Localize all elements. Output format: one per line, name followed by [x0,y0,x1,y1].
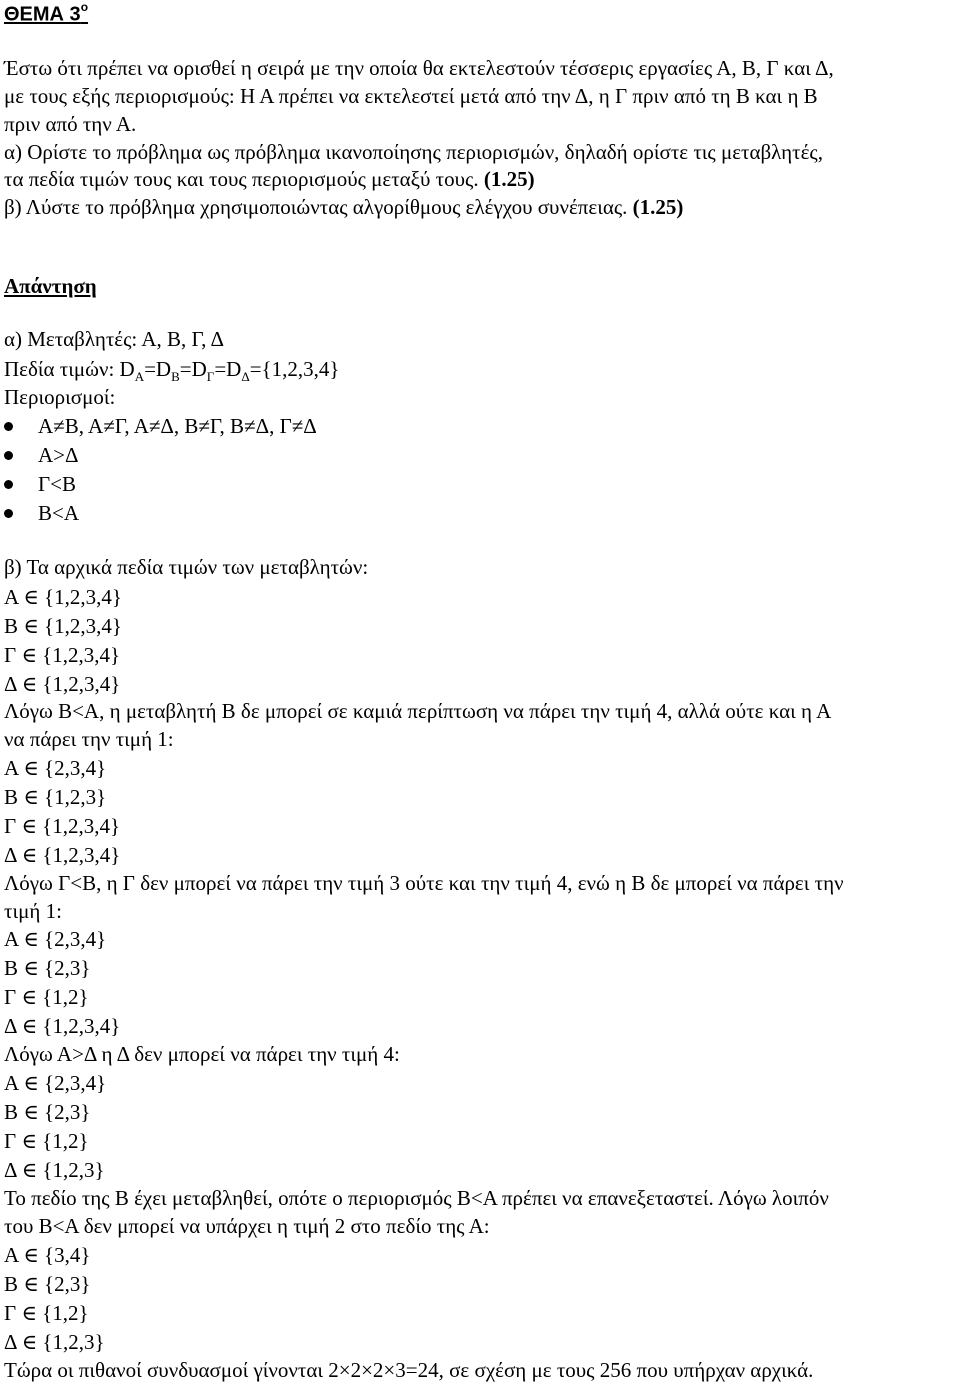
problem-line-2: με τους εξής περιορισμούς: Η Α πρέπει να εκτελεστεί μετά από την Δ, η Γ πριν από τη Β και η Β [4,84,818,108]
bullet-icon [4,422,13,431]
domain-b-step5: Β ∈ {2,3} [4,1272,91,1296]
domain-b-step4: Β ∈ {2,3} [4,1100,91,1124]
reason-1-line-2: να πάρει την τιμή 1: [4,727,174,751]
reason-2-line-2: τιμή 1: [4,899,62,923]
domain-a-step1: Α ∈ {1,2,3,4} [4,585,122,609]
constraints-label: Περιορισμοί: [4,385,116,409]
bullet-icon [4,451,13,460]
domain-a-step4: Α ∈ {2,3,4} [4,1071,107,1095]
domain-b-step2: Β ∈ {1,2,3} [4,785,107,809]
constraint-item: Α>Δ [38,443,79,467]
domain-a-step5: Α ∈ {3,4} [4,1243,91,1267]
question-a-line-2: τα πεδία τιμών τους και τους περιορισμούς μεταξύ τους. (1.25) [4,167,535,191]
points-b: (1.25) [632,195,684,219]
reason-4-line-2: του Β<Α δεν μπορεί να υπάρχει η τιμή 2 στο πεδίο της Α: [4,1214,490,1238]
section-heading: ΘΕΜΑ $3^o$ [4,0,89,26]
problem-line-1: Έστω ότι πρέπει να ορισθεί η σειρά με την οποία θα εκτελεστούν τέσσερις εργασίες Α, Β, Γ και Δ, [4,56,834,80]
constraint-item: Α≠Β, Α≠Γ, Α≠Δ, Β≠Γ, Β≠Δ, Γ≠Δ [38,414,317,438]
answer-title: Απάντηση [4,274,97,298]
reason-1-line-1: Λόγω Β<Α, η μεταβλητή Β δε μπορεί σε καμιά περίπτωση να πάρει την τιμή 4, αλλά ούτε και η Α [4,699,832,723]
domain-d-step2: Δ ∈ {1,2,3,4} [4,843,121,867]
domain-d-step3: Δ ∈ {1,2,3,4} [4,1014,121,1038]
problem-line-3: πριν από την Α. [4,112,137,136]
question-b-line: β) Λύστε το πρόβλημα χρησιμοποιώντας αλγορίθμους ελέγχου συνέπειας. (1.25) [4,195,684,219]
domain-g-step4: Γ ∈ {1,2} [4,1129,89,1153]
domain-b-step1: Β ∈ {1,2,3,4} [4,614,122,638]
bullet-icon [4,509,13,518]
constraint-item: Β<Α [38,501,80,525]
domain-d-step4: Δ ∈ {1,2,3} [4,1158,105,1182]
conclusion-line: Τώρα οι πιθανοί συνδυασμοί γίνονται 2×2×2×3=24, σε σχέση με τους 256 που υπήρχαν αρχικά. [4,1358,814,1382]
domain-a-step2: Α ∈ {2,3,4} [4,756,107,780]
bullet-icon [4,480,13,489]
domain-d-step5: Δ ∈ {1,2,3} [4,1330,105,1354]
reason-4-line-1: Το πεδίο της Β έχει μεταβληθεί, οπότε ο περιορισμός Β<Α πρέπει να επανεξεταστεί. Λόγω λοιπόν [4,1186,829,1210]
domain-g-step2: Γ ∈ {1,2,3,4} [4,814,121,838]
domains-line: Πεδία τιμών: $D_A=D_B=D_\Gamma=D_\Delta=\{1,2,3,4\}$ [4,357,340,384]
variables-line: α) Μεταβλητές: Α, Β, Γ, Δ [4,327,224,351]
question-a-line-1: α) Ορίστε το πρόβλημα ως πρόβλημα ικανοποίησης περιορισμών, δηλαδή ορίστε τις μεταβλητές, [4,140,823,164]
reason-3-line: Λόγω Α>Δ η Δ δεν μπορεί να πάρει την τιμή 4: [4,1042,400,1066]
domain-b-step3: Β ∈ {2,3} [4,956,91,980]
domain-g-step3: Γ ∈ {1,2} [4,985,89,1009]
domain-a-step3: Α ∈ {2,3,4} [4,927,107,951]
domain-g-step5: Γ ∈ {1,2} [4,1301,89,1325]
points-a: (1.25) [483,167,535,191]
reason-2-line-1: Λόγω Γ<Β, η Γ δεν μπορεί να πάρει την τιμή 3 ούτε και την τιμή 4, ενώ η Β δε μπορεί να πάρει την [4,871,844,895]
constraint-item: Γ<Β [38,472,76,496]
part-b-intro: β) Τα αρχικά πεδία τιμών των μεταβλητών: [4,555,369,579]
domain-d-step1: Δ ∈ {1,2,3,4} [4,672,121,696]
domain-g-step1: Γ ∈ {1,2,3,4} [4,643,121,667]
